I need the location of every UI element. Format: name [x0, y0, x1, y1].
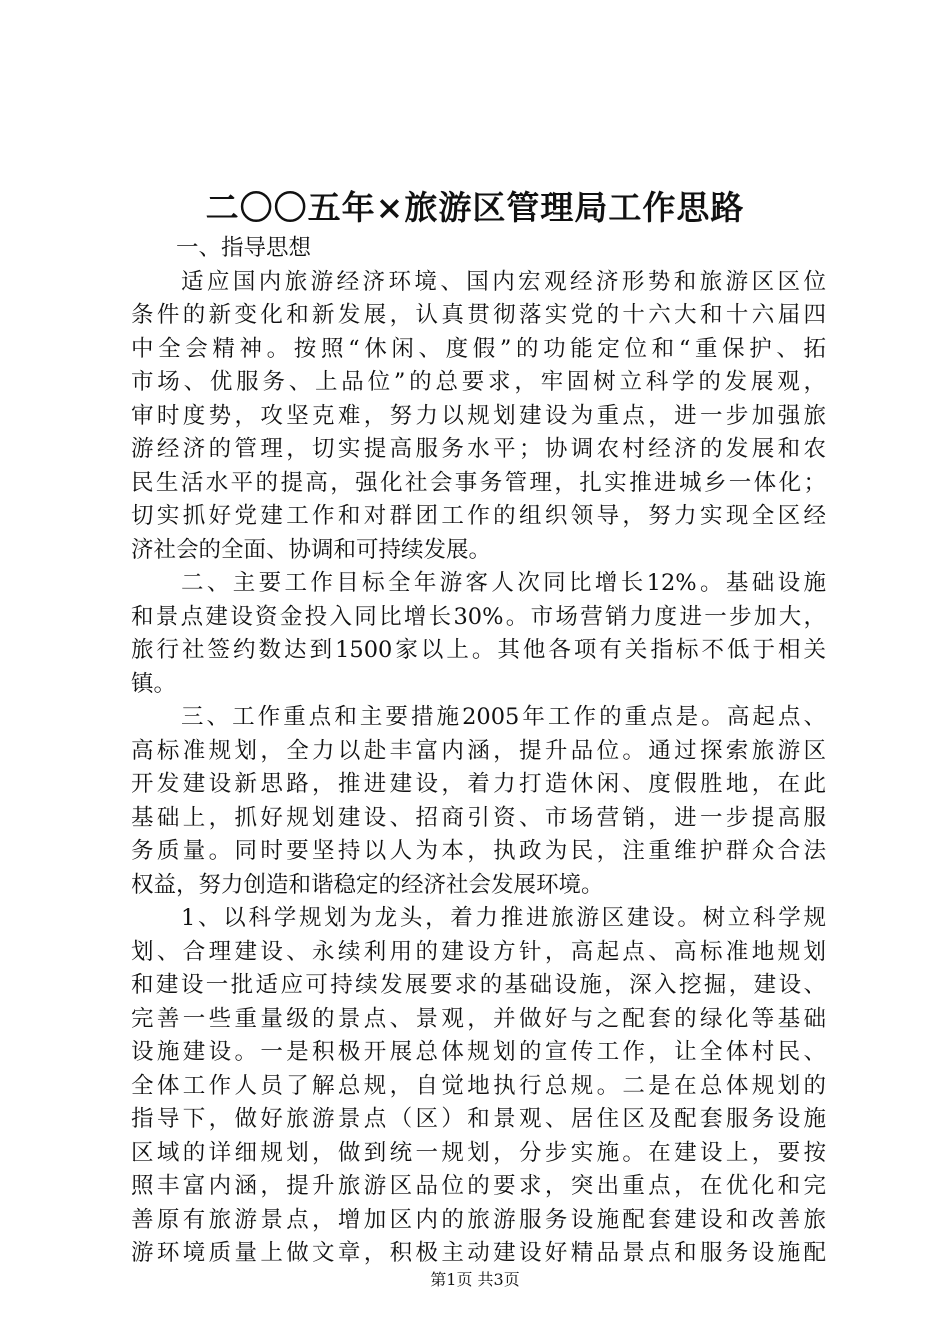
paragraph-line: 指导下，做好旅游景点（区）和景观、居住区及配套服务设施	[131, 1106, 826, 1132]
paragraph-line: 务质量。同时要坚持以人为本，执政为民，注重维护群众合法	[131, 838, 826, 864]
paragraph-line: 二、主要工作目标全年游客人次同比增长12%。基础设施	[181, 570, 826, 596]
paragraph-line: 1、以科学规划为龙头，着力推进旅游区建设。树立科学规	[181, 905, 826, 931]
document-body	[131, 232, 826, 1271]
paragraph-line: 镇。	[131, 670, 177, 697]
paragraph-line: 游经济的管理，切实提高服务水平；协调农村经济的发展和农	[131, 436, 826, 462]
paragraph-line: 三、工作重点和主要措施2005年工作的重点是。高起点、	[181, 704, 826, 730]
document-title: 二〇〇五年×旅游区管理局工作思路	[205, 188, 745, 227]
paragraph-line: 旅行社签约数达到1500家以上。其他各项有关指标不低于相关	[131, 637, 826, 663]
paragraph-line: 设施建设。一是积极开展总体规划的宣传工作，让全体村民、	[131, 1039, 826, 1065]
paragraph-line: 中全会精神。按照“休闲、度假”的功能定位和“重保护、拓	[131, 335, 826, 362]
paragraph-line: 和景点建设资金投入同比增长30%。市场营销力度进一步加大，	[131, 603, 826, 630]
paragraph-line: 照丰富内涵，提升旅游区品位的要求，突出重点，在优化和完	[131, 1173, 826, 1199]
paragraph-line: 切实抓好党建工作和对群团工作的组织领导，努力实现全区经	[131, 503, 826, 529]
paragraph-line: 济社会的全面、协调和可持续发展。	[131, 536, 492, 563]
paragraph-line: 高标准规划，全力以赴丰富内涵，提升品位。通过探索旅游区	[131, 737, 826, 764]
paragraph-line: 善原有旅游景点，增加区内的旅游服务设施配套建设和改善旅	[131, 1206, 826, 1233]
paragraph-line: 游环境质量上做文章，积极主动建设好精品景点和服务设施配	[131, 1240, 826, 1266]
paragraph-line: 审时度势，攻坚克难，努力以规划建设为重点，进一步加强旅	[131, 402, 826, 429]
section-heading: 一、指导思想	[176, 235, 312, 261]
paragraph-line: 适应国内旅游经济环境、国内宏观经济形势和旅游区区位	[181, 268, 826, 295]
paragraph-line: 基础上，抓好规划建设、招商引资、市场营销，进一步提高服	[131, 804, 826, 831]
paragraph-line: 区域的详细规划，做到统一规划，分步实施。在建设上，要按	[131, 1139, 826, 1166]
paragraph-line: 完善一些重量级的景点、景观，并做好与之配套的绿化等基础	[131, 1005, 826, 1032]
page-footer: 第1页 共3页	[430, 1270, 520, 1289]
paragraph-line: 民生活水平的提高，强化社会事务管理，扎实推进城乡一体化；	[131, 469, 826, 496]
paragraph-line: 划、合理建设、永续利用的建设方针，高起点、高标准地规划	[131, 938, 826, 965]
paragraph-line: 条件的新变化和新发展，认真贯彻落实党的十六大和十六届四	[131, 302, 826, 328]
paragraph-line: 和建设一批适应可持续发展要求的基础设施，深入挖掘，建设、	[131, 972, 826, 998]
paragraph-line: 权益，努力创造和谐稳定的经济社会发展环境。	[131, 871, 604, 898]
paragraph-line: 市场、优服务、上品位”的总要求，牢固树立科学的发展观，	[131, 369, 826, 395]
paragraph-line: 开发建设新思路，推进建设，着力打造休闲、度假胜地，在此	[131, 771, 826, 797]
paragraph-line: 全体工作人员了解总规，自觉地执行总规。二是在总体规划的	[131, 1072, 826, 1099]
